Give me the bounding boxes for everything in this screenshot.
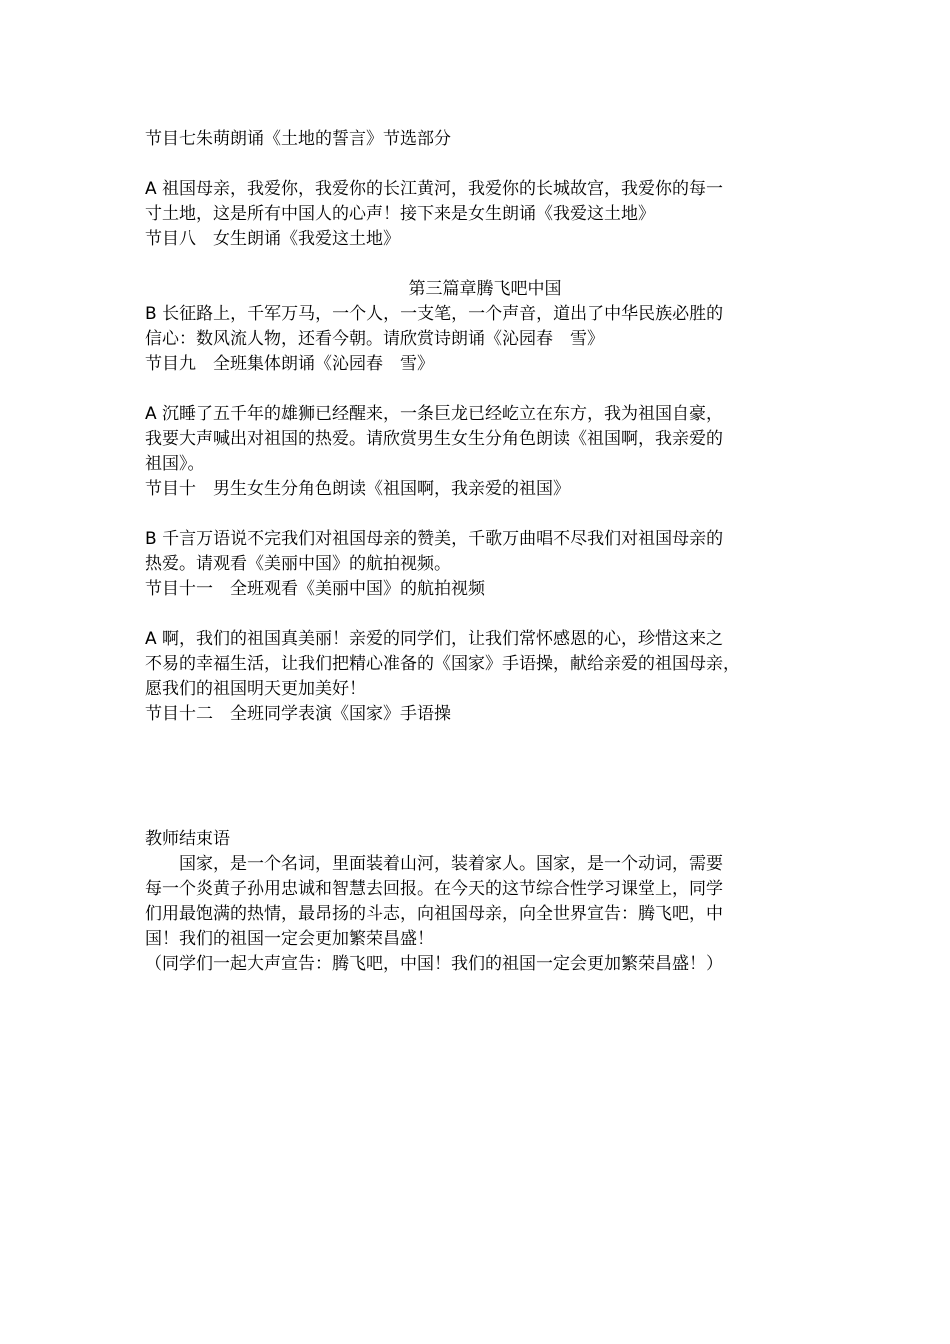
closing-line-2: 每一个炎黄子孙用忠诚和智慧去回报。在今天的这节综合性学习课堂上，同学 (145, 879, 723, 899)
host-b-line-1: B 长征路上，千军万马，一个人，一支笔，一个声音，道出了中华民族必胜的 (145, 304, 724, 324)
program-11-title: 节目十一 全班观看《美丽中国》的航拍视频 (145, 579, 485, 599)
program-8-title: 节目八 女生朗诵《我爱这土地》 (145, 229, 400, 249)
document-page (145, 127, 825, 977)
closing-line-5: （同学们一起大声宣告：腾飞吧，中国！我们的祖国一定会更加繁荣昌盛！） (145, 954, 723, 974)
spacer (145, 777, 825, 802)
spacer (145, 502, 825, 527)
spacer (145, 752, 825, 777)
closing-line-3: 们用最饱满的热情，最昂扬的斗志，向祖国母亲，向全世界宣告：腾飞吧，中 (145, 904, 723, 924)
host-a3-line-2: 不易的幸福生活，让我们把精心准备的《国家》手语操，献给亲爱的祖国母亲， (145, 654, 740, 674)
host-b2-line-1: B 千言万语说不完我们对祖国母亲的赞美，千歌万曲唱不尽我们对祖国母亲的 (145, 529, 724, 549)
program-12-title: 节目十二 全班同学表演《国家》手语操 (145, 704, 451, 724)
host-a3-line-3: 愿我们的祖国明天更加美好！ (145, 679, 366, 699)
host-a-line-1: A 祖国母亲，我爱你，我爱你的长江黄河，我爱你的长城故宫，我爱你的每一 (145, 179, 724, 199)
host-a3-line-1: A 啊，我们的祖国真美丽！亲爱的同学们，让我们常怀感恩的心，珍惜这来之 (145, 629, 724, 649)
chapter-3-heading: 第三篇章腾飞吧中国 (408, 279, 562, 299)
spacer (145, 727, 825, 752)
closing-title: 教师结束语 (145, 829, 230, 849)
spacer (145, 152, 825, 177)
spacer (145, 252, 825, 277)
program-7-title: 节目七朱萌朗诵《土地的誓言》节选部分 (145, 129, 451, 149)
closing-line-4: 国！我们的祖国一定会更加繁荣昌盛！ (145, 929, 434, 949)
program-10-title: 节目十 男生女生分角色朗读《祖国啊，我亲爱的祖国》 (145, 479, 570, 499)
host-a2-line-1: A 沉睡了五千年的雄狮已经醒来，一条巨龙已经屹立在东方，我为祖国自豪， (145, 404, 724, 424)
spacer (145, 802, 825, 827)
spacer (145, 377, 825, 402)
host-b-line-2: 信心：数风流人物，还看今朝。请欣赏诗朗诵《沁园春 雪》 (145, 329, 604, 349)
host-a-line-2: 寸土地，这是所有中国人的心声！接下来是女生朗诵《我爱这土地》 (145, 204, 655, 224)
closing-line-1: 国家，是一个名词，里面装着山河，装着家人。国家，是一个动词，需要 (179, 854, 723, 874)
host-a2-line-3: 祖国》。 (145, 454, 205, 474)
host-a2-line-2: 我要大声喊出对祖国的热爱。请欣赏男生女生分角色朗读《祖国啊，我亲爱的 (145, 429, 723, 449)
spacer (145, 602, 825, 627)
program-9-title: 节目九 全班集体朗诵《沁园春 雪》 (145, 354, 434, 374)
host-b2-line-2: 热爱。请观看《美丽中国》的航拍视频。 (145, 554, 451, 574)
